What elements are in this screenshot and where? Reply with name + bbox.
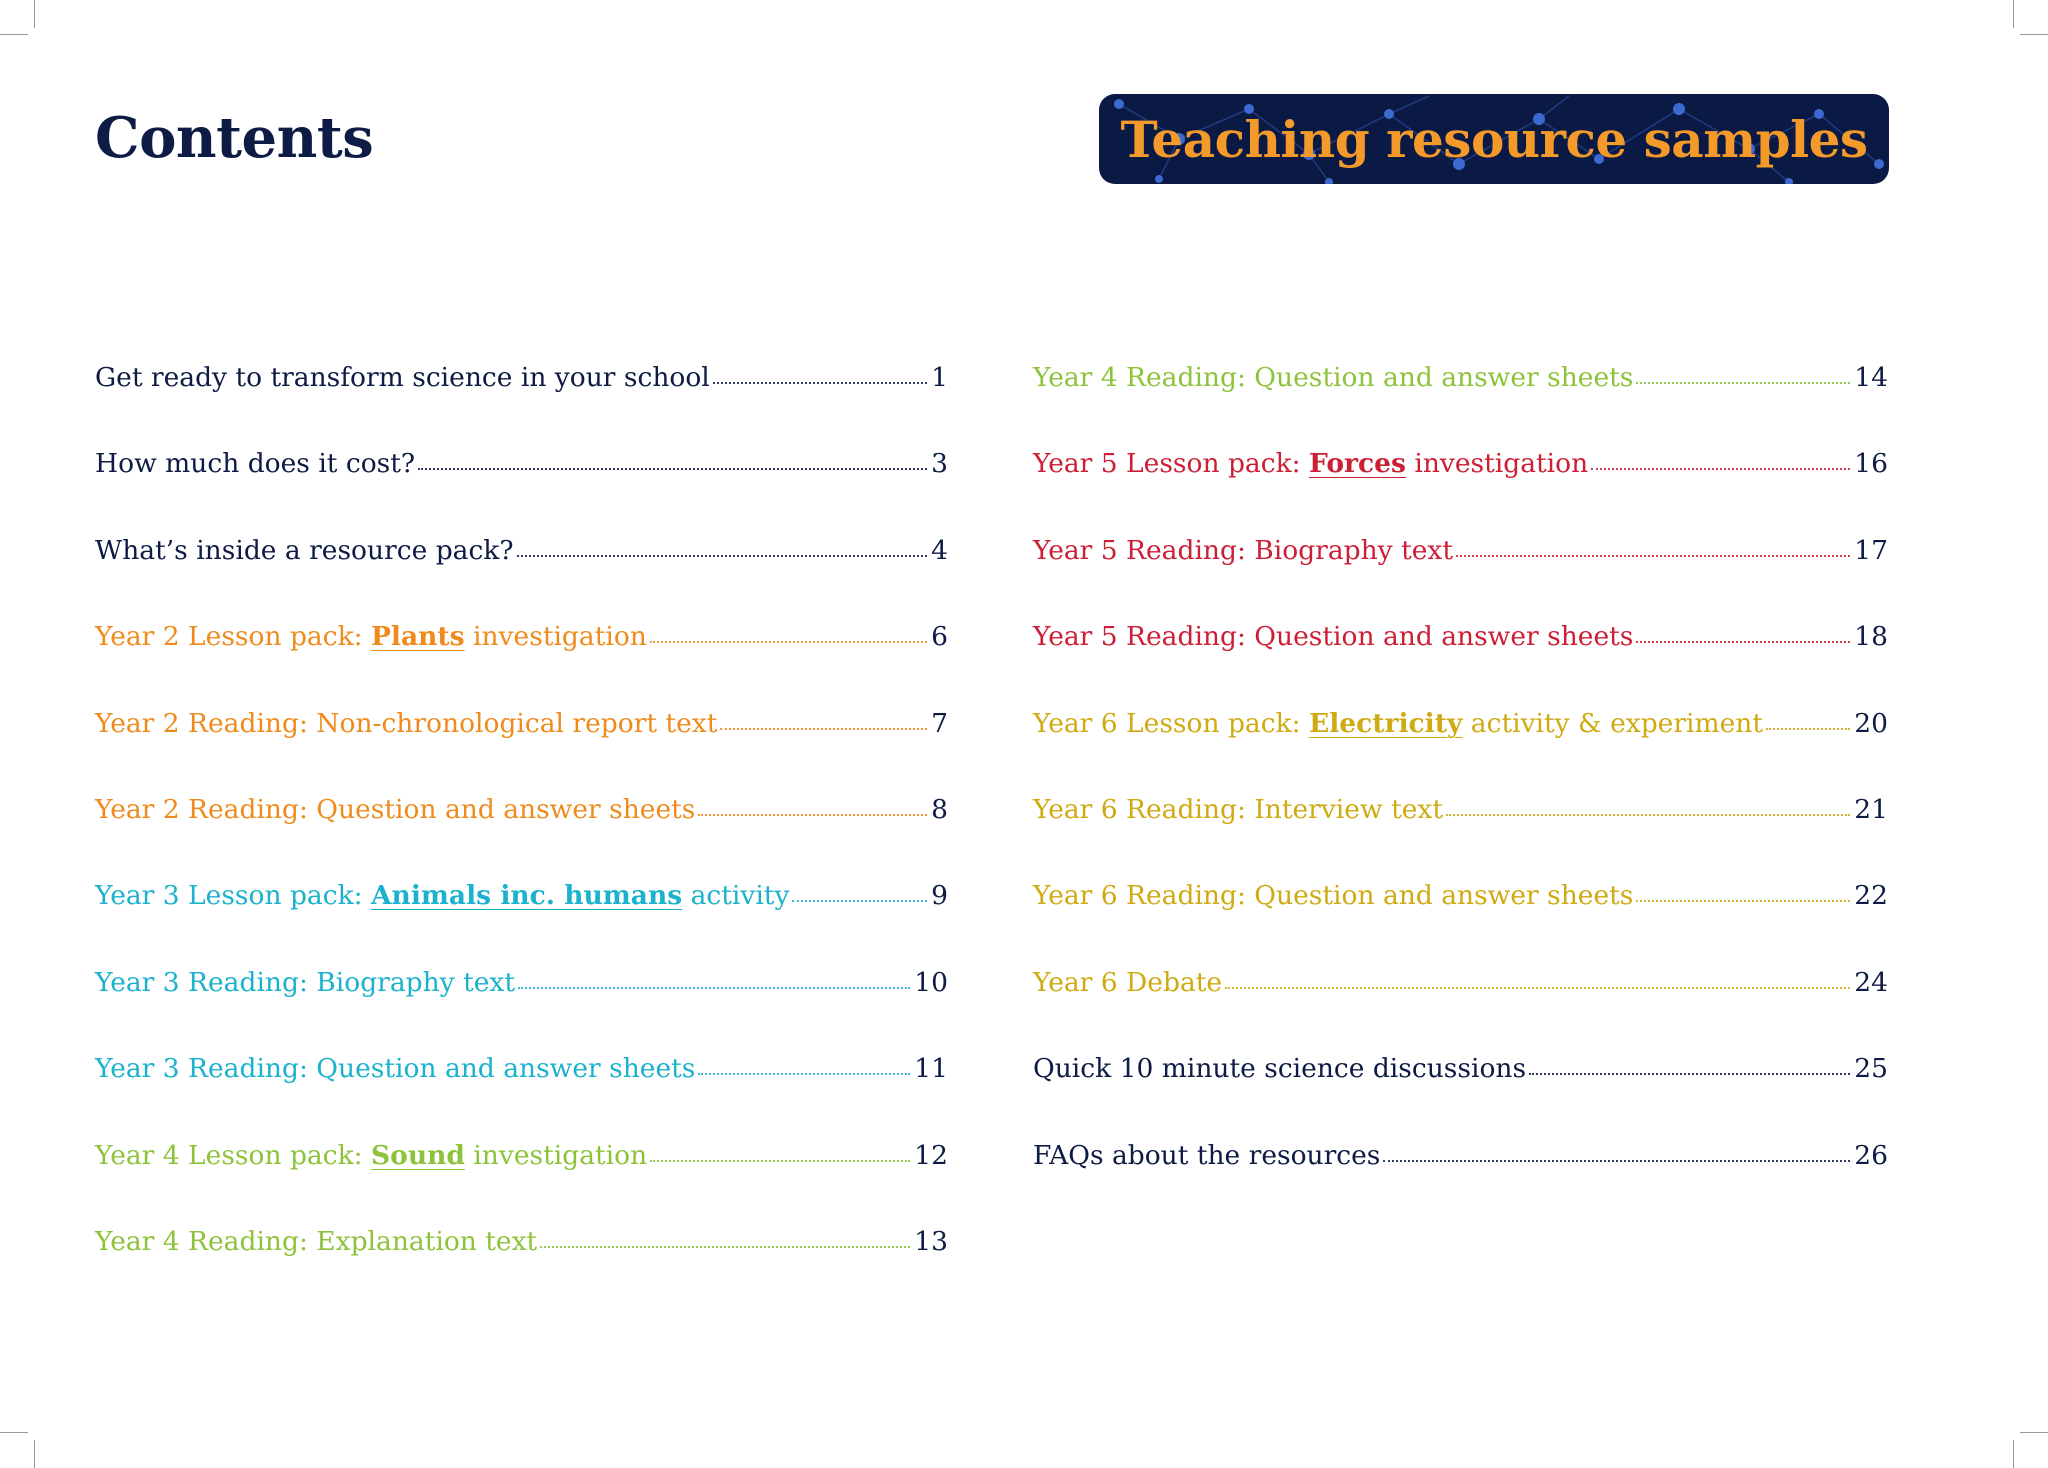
section-banner	[1099, 94, 1889, 184]
toc-entry-title	[95, 1140, 647, 1171]
toc-page-number: 8	[931, 793, 948, 825]
toc-entry-text: Year 6 Reading: Interview text	[1033, 793, 1443, 825]
toc-entry[interactable]	[1033, 967, 1888, 1053]
toc-entry[interactable]	[95, 794, 948, 880]
dot-leader	[517, 555, 928, 557]
toc-entry-title	[1033, 967, 1222, 998]
toc-entry[interactable]	[95, 621, 948, 707]
toc-entry-title	[1033, 1053, 1526, 1084]
toc-column-left	[95, 362, 948, 1312]
dot-leader	[1225, 987, 1850, 989]
toc-entry-text: How much does it cost?	[95, 448, 416, 480]
toc-column-right	[1033, 362, 1888, 1226]
toc-page-number: 9	[931, 880, 948, 912]
toc-entry-title	[95, 621, 647, 652]
toc-entry-title	[1033, 708, 1763, 739]
toc-page-number: 12	[914, 1139, 948, 1171]
toc-entry[interactable]	[95, 1053, 948, 1139]
toc-page-number: 13	[914, 1225, 948, 1257]
toc-entry-title	[1033, 535, 1453, 566]
crop-mark	[0, 1432, 28, 1433]
toc-page-number: 4	[931, 534, 948, 566]
toc-entry-text: activity & experiment	[1462, 707, 1764, 739]
toc-page-number: 22	[1854, 880, 1888, 912]
toc-page-number: 26	[1854, 1139, 1888, 1171]
toc-entry-title	[95, 967, 515, 998]
dot-leader	[1636, 900, 1850, 902]
dot-leader	[1591, 468, 1850, 470]
toc-entry-text: What’s inside a resource pack?	[95, 534, 514, 566]
toc-entry-title	[1033, 880, 1633, 911]
toc-entry-text: Year 4 Reading: Question and answer sheets	[1033, 362, 1634, 393]
crop-mark	[2020, 1432, 2048, 1433]
toc-entry-topic: Electricity	[1309, 707, 1463, 739]
dot-leader	[1636, 382, 1850, 384]
toc-entry-topic: Sound	[371, 1139, 465, 1171]
toc-entry[interactable]	[1033, 880, 1888, 966]
toc-entry-title	[95, 362, 710, 393]
toc-entry[interactable]	[95, 362, 948, 448]
dot-leader	[650, 641, 927, 643]
toc-entry[interactable]	[95, 448, 948, 534]
toc-page-number: 3	[931, 448, 948, 480]
toc-page-number: 10	[914, 966, 948, 998]
toc-entry-text: Year 6 Lesson pack:	[1033, 707, 1309, 739]
crop-mark	[2020, 34, 2048, 35]
toc-entry[interactable]	[1033, 362, 1888, 448]
toc-entry-text: Year 3 Reading: Question and answer sheets	[95, 1053, 696, 1085]
toc-page-number: 18	[1854, 621, 1888, 653]
toc-entry-title	[95, 1053, 695, 1084]
toc-entry[interactable]	[95, 535, 948, 621]
toc-entry-title	[95, 535, 514, 566]
toc-entry-text: Year 2 Reading: Question and answer sheets	[95, 793, 696, 825]
toc-entry[interactable]	[1033, 621, 1888, 707]
page-title: Contents	[95, 105, 374, 171]
toc-page-number: 7	[931, 707, 948, 739]
toc-entry-title	[95, 708, 717, 739]
toc-entry-text: Year 6 Reading: Question and answer sheets	[1033, 880, 1634, 912]
toc-entry-topic: Animals inc. humans	[371, 880, 683, 912]
crop-mark	[2013, 0, 2014, 28]
toc-page-number: 25	[1854, 1053, 1888, 1085]
toc-entry-topic: Plants	[371, 621, 465, 653]
dot-leader	[698, 814, 927, 816]
toc-entry-text: investigation	[464, 621, 647, 653]
toc-entry-text: Year 5 Lesson pack:	[1033, 448, 1309, 480]
toc-entry-title	[95, 1226, 537, 1257]
toc-entry-title	[1033, 362, 1633, 393]
toc-entry-title	[1033, 621, 1633, 652]
toc-entry-title	[1033, 448, 1588, 479]
toc-entry[interactable]	[95, 708, 948, 794]
toc-entry-text: FAQs about the resources	[1033, 1139, 1381, 1171]
toc-page-number: 6	[931, 621, 948, 653]
toc-entry-text: investigation	[1405, 448, 1589, 480]
toc-entry-text: activity	[682, 880, 790, 912]
dot-leader	[518, 987, 910, 989]
toc-entry[interactable]	[95, 967, 948, 1053]
toc-entry-text: Year 4 Lesson pack:	[95, 1139, 371, 1171]
crop-mark	[34, 1440, 35, 1468]
dot-leader	[540, 1246, 910, 1248]
dot-leader	[713, 382, 927, 384]
toc-page-number: 24	[1854, 966, 1888, 998]
toc-entry[interactable]	[95, 880, 948, 966]
dot-leader	[1446, 814, 1850, 816]
banner-title: Teaching resource samples	[1120, 109, 1868, 169]
dot-leader	[792, 900, 927, 902]
toc-entry[interactable]	[95, 1226, 948, 1312]
toc-page-number: 17	[1854, 534, 1888, 566]
dot-leader	[1383, 1160, 1850, 1162]
toc-entry[interactable]	[1033, 448, 1888, 534]
toc-entry-text: Year 3 Lesson pack:	[95, 880, 371, 912]
toc-page-number: 21	[1854, 793, 1888, 825]
toc-entry-title	[95, 880, 789, 911]
toc-entry[interactable]	[1033, 1140, 1888, 1226]
toc-page-number: 16	[1854, 448, 1888, 480]
dot-leader	[650, 1160, 910, 1162]
toc-entry[interactable]	[95, 1140, 948, 1226]
toc-entry-text: Year 2 Lesson pack:	[95, 621, 371, 653]
crop-mark	[0, 34, 28, 35]
toc-entry-title	[1033, 1140, 1380, 1171]
dot-leader	[1766, 728, 1850, 730]
toc-entry-text: Year 4 Reading: Explanation text	[95, 1225, 538, 1257]
toc-page-number: 14	[1854, 362, 1888, 393]
toc-entry-text: Year 5 Reading: Question and answer sheets	[1033, 621, 1634, 653]
toc-entry-title	[1033, 794, 1443, 825]
toc-entry-title	[95, 794, 695, 825]
toc-page-number: 1	[931, 362, 948, 393]
toc-entry-text: Quick 10 minute science discussions	[1033, 1053, 1527, 1085]
dot-leader	[1456, 555, 1850, 557]
toc-entry-text: Year 3 Reading: Biography text	[95, 966, 515, 998]
toc-page-number: 20	[1854, 707, 1888, 739]
crop-mark	[2013, 1440, 2014, 1468]
toc-entry-text: Get ready to transform science in your school	[95, 362, 710, 393]
toc-page-number: 11	[914, 1053, 948, 1085]
crop-mark	[34, 0, 35, 28]
toc-entry[interactable]	[1033, 708, 1888, 794]
dot-leader	[1529, 1073, 1850, 1075]
toc-entry[interactable]	[1033, 794, 1888, 880]
toc-entry-text: investigation	[464, 1139, 648, 1171]
dot-leader	[698, 1073, 910, 1075]
toc-entry-text: Year 5 Reading: Biography text	[1033, 534, 1453, 566]
dot-leader	[418, 468, 927, 470]
dot-leader	[1636, 641, 1850, 643]
toc-entry-text: Year 6 Debate	[1033, 966, 1223, 998]
toc-entry[interactable]	[1033, 535, 1888, 621]
toc-entry[interactable]	[1033, 1053, 1888, 1139]
toc-entry-text: Year 2 Reading: Non-chronological report text	[95, 707, 718, 739]
toc-entry-title	[95, 448, 415, 479]
dot-leader	[720, 728, 927, 730]
toc-entry-topic: Forces	[1309, 448, 1406, 480]
